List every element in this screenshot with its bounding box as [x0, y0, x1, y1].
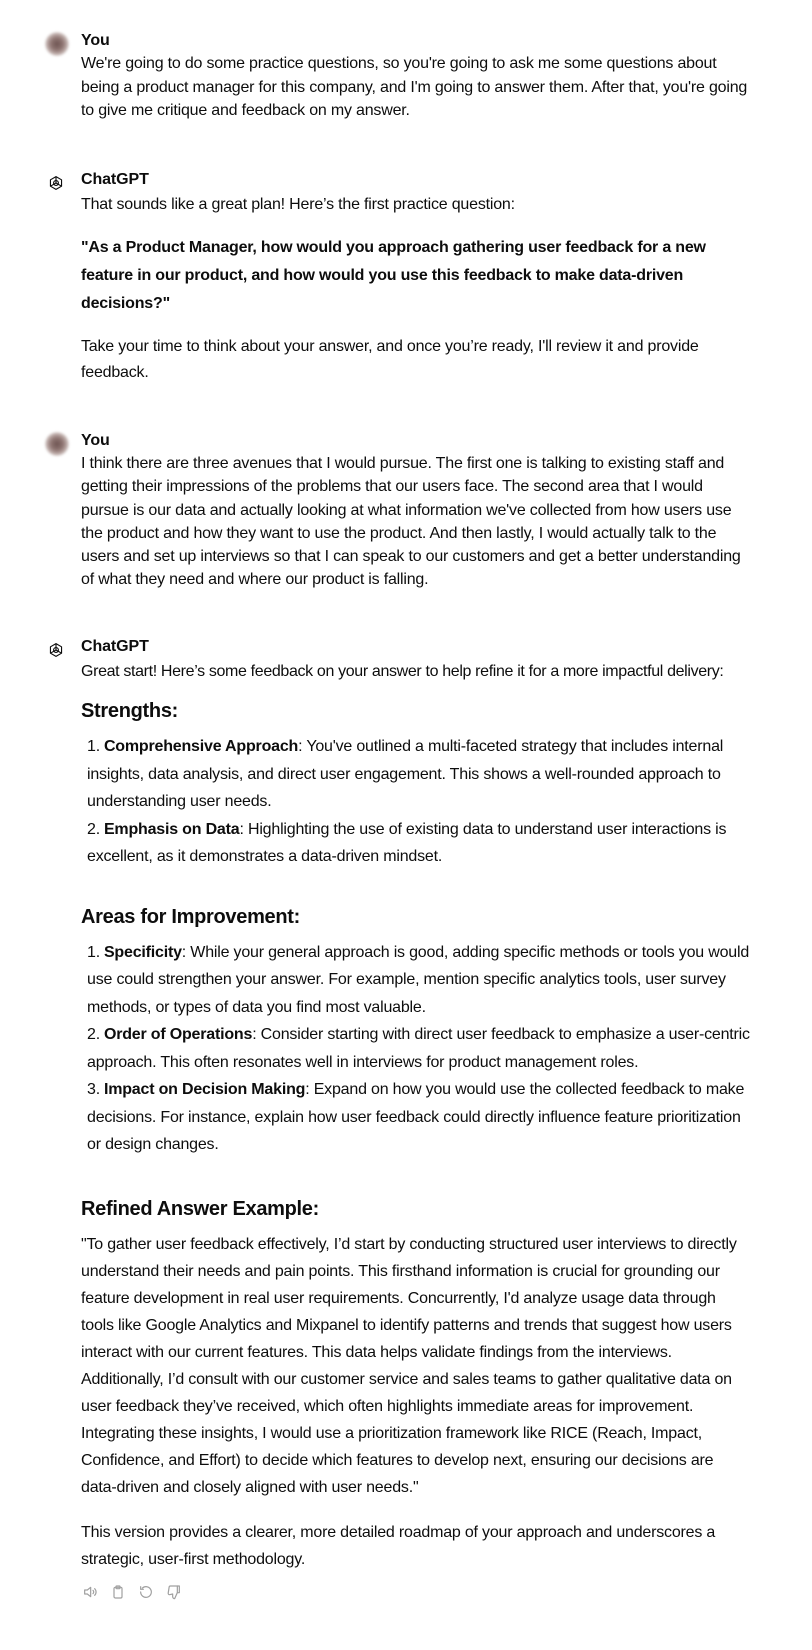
- strengths-list: [81, 733, 752, 871]
- list-item: 3. Impact on Decision Making: Expand on how you would use the collected feedback to make decisions. For instance, explain how user feedback could directly influence feature prioritization or design changes.: [87, 1081, 745, 1154]
- user-avatar[interactable]: [45, 32, 69, 56]
- assistant-message: [45, 169, 752, 387]
- chatgpt-logo-icon: [45, 172, 67, 194]
- refined-answer-text: "To gather user feedback effectively, I’d start by conducting structured user interviews to directly understand their needs and pain points. This firsthand information is crucial for grounding our feature development in real user requirements. Concurrently, I'd analyze usage data through tools like Google Analytics and Mixpanel to identify patterns and trends that suggest how users interact with our current features. This data helps validate findings from the interviews. Additionally, I’d consult with our customer service and sales teams to gather qualitative data on user feedback they’ve received, which often highlights immediate areas for improvement. Integrating these insights, I would use a prioritization framework like RICE (Reach, Impact, Confidence, and Effort) to decide which features to develop next, ensuring our decisions are data-driven and closely aligned with user needs.": [81, 1235, 737, 1496]
- improvements-heading: Areas for Improvement:: [81, 905, 301, 928]
- message-text: I think there are three avenues that I would pursue. The first one is talking to existing staff and getting their impressions of the problems that our users face. The second area that I would pursue is our data and actually looking at what information we've collected from how users use the product and how they want to use the product. And then lastly, I would actually talk to the users and set up interviews so that I can speak to our customers and get a better understanding of what they need and where our product is falling.: [81, 455, 741, 589]
- user-message: [45, 30, 752, 123]
- message-actions: [81, 1583, 752, 1601]
- list-item: 2. Order of Operations: Consider starting with direct user feedback to emphasize a user-centric approach. This often resonates well in interviews for product management roles.: [87, 1026, 750, 1071]
- message-intro: That sounds like a great plan! Here’s the first practice question:: [81, 195, 515, 213]
- message-text: We're going to do some practice questions, so you're going to ask me some questions about being a product manager for this company, and I'm going to answer them. After that, you're going to give me critique and feedback on my answer.: [81, 55, 748, 119]
- message-author: ChatGPT: [81, 170, 149, 188]
- chatgpt-logo-icon: [45, 639, 67, 661]
- practice-question: "As a Product Manager, how would you approach gathering user feedback for a new feature in our product, and how would you use this feedback to make data-driven decisions?": [81, 239, 706, 312]
- clipboard-icon[interactable]: [109, 1583, 127, 1601]
- thumbs-down-icon[interactable]: [165, 1583, 183, 1601]
- assistant-message: [45, 636, 752, 1601]
- speaker-icon[interactable]: [81, 1583, 99, 1601]
- message-outro: Take your time to think about your answer, and once you’re ready, I'll review it and provide feedback.: [81, 338, 699, 381]
- user-message: [45, 430, 752, 592]
- refined-answer-heading: Refined Answer Example:: [81, 1197, 319, 1220]
- list-item: 1. Comprehensive Approach: You've outlined a multi-faceted strategy that includes internal insights, data analysis, and direct user engagement. This shows a well-rounded approach to understanding user needs.: [87, 738, 724, 811]
- list-item: 1. Specificity: While your general approach is good, adding specific methods or tools you would use could strengthen your answer. For example, mention specific analytics tools, user survey methods, or types of data you find most valuable.: [87, 943, 750, 1016]
- strengths-heading: Strengths:: [81, 700, 179, 723]
- message-author: You: [81, 32, 110, 49]
- message-intro: Great start! Here’s some feedback on your answer to help refine it for a more impactful delivery:: [81, 662, 724, 680]
- list-item: 2. Emphasis on Data: Highlighting the use of existing data to understand user interactions is excellent, as it demonstrates a data-driven mindset.: [87, 820, 727, 866]
- message-author: ChatGPT: [81, 637, 149, 655]
- refresh-icon[interactable]: [137, 1583, 155, 1601]
- closing-text: This version provides a clearer, more detailed roadmap of your approach and underscores a strategic, user-first methodology.: [81, 1523, 716, 1568]
- message-author: You: [81, 432, 110, 449]
- improvements-list: [81, 939, 752, 1159]
- user-avatar[interactable]: [45, 432, 69, 456]
